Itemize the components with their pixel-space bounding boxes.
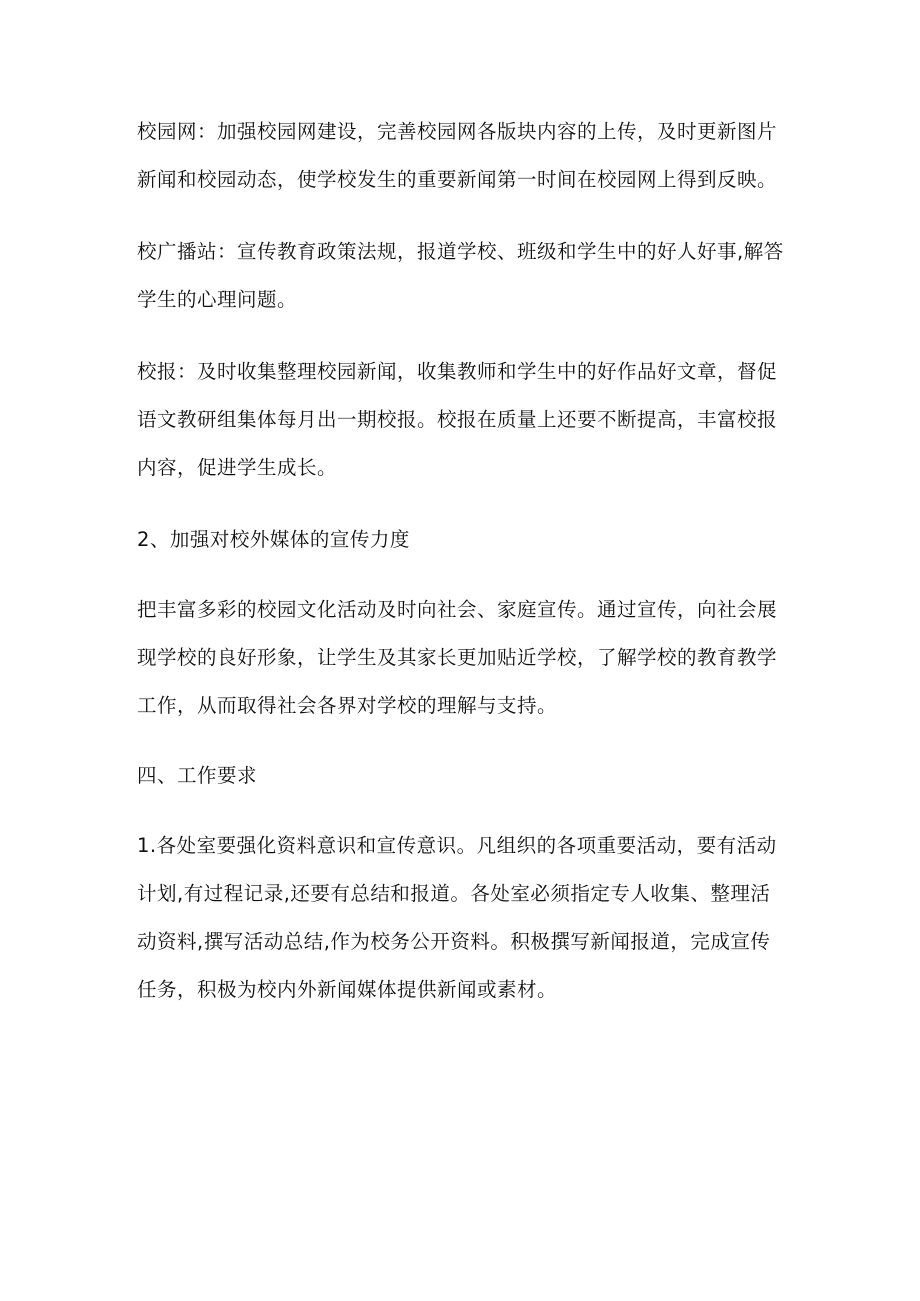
paragraph-external-media: 把丰富多彩的校园文化活动及时向社会、家庭宣传。通过宣传，向社会展现学校的良好形象，让学生及其家长更加贴近学校，了解学校的教育教学工作，从而取得社会各界对学校的理解与支持。 (137, 598, 778, 717)
paragraph-campus-newspaper: 校报：及时收集整理校园新闻，收集教师和学生中的好作品好文章，督促语文教研组集体每月出一期校报。校报在质量上还要不断提高，丰富校报内容，促进学生成长。 (137, 360, 778, 479)
document-body (137, 108, 787, 1014)
paragraph-campus-radio: 校广播站：宣传教育政策法规，报道学校、班级和学生中的好人好事,解答学生的心理问题。 (137, 240, 784, 311)
paragraph-requirement-1: 1.各处室要强化资料意识和宣传意识。凡组织的各项重要活动，要有活动计划,有过程记录,还要有总结和报道。各处室必须指定专人收集、整理活动资料,撰写活动总结,作为校务公开资料。积极撰写新闻报道，完成宣传任务，积极为校内外新闻媒体提供新闻或素材。 (137, 834, 777, 1001)
section-heading-external-media: 2、加强对校外媒体的宣传力度 (137, 528, 410, 551)
section-heading-work-requirements: 四、工作要求 (137, 764, 258, 787)
paragraph-campus-website: 校园网：加强校园网建设，完善校园网各版块内容的上传，及时更新图片新闻和校园动态，使学校发生的重要新闻第一时间在校园网上得到反映。 (137, 120, 778, 191)
